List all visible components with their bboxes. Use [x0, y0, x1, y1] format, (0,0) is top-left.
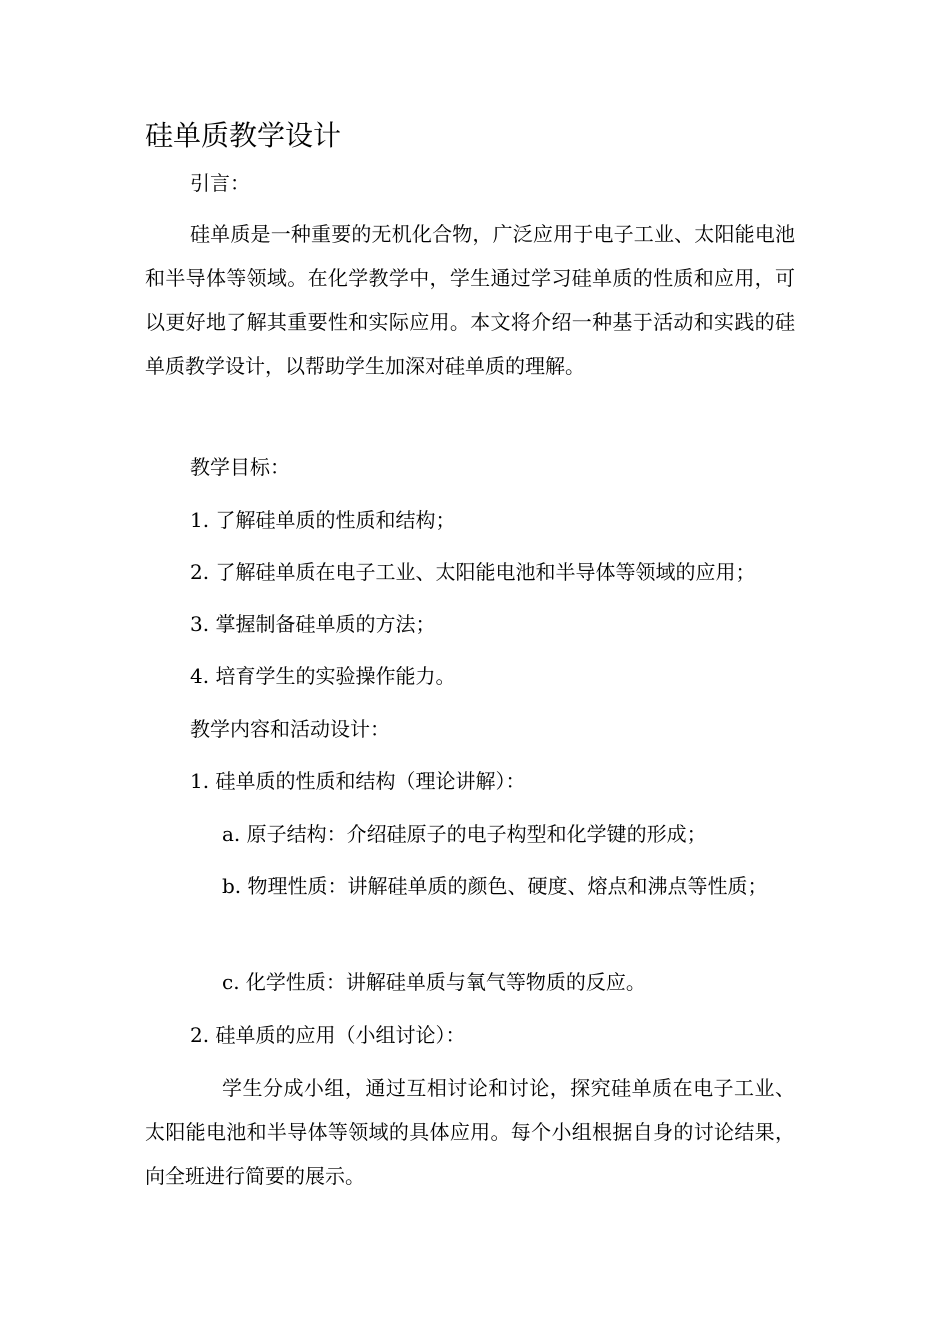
section2-heading: 2. 硅单质的应用（小组讨论）： [190, 1023, 466, 1047]
section1-item: b. 物理性质：讲解硅单质的颜色、硬度、熔点和沸点等性质； [222, 874, 768, 898]
section1-item: a. 原子结构：介绍硅原子的电子构型和化学键的形成； [222, 822, 707, 846]
goals-heading: 教学目标： [190, 455, 290, 479]
intro-heading: 引言： [190, 171, 250, 195]
goal-item: 2. 了解硅单质在电子工业、太阳能电池和半导体等领域的应用； [190, 560, 756, 584]
goal-item: 4. 培育学生的实验操作能力。 [190, 664, 456, 688]
content-heading: 教学内容和活动设计： [190, 717, 390, 741]
intro-paragraph: 硅单质是一种重要的无机化合物，广泛应用于电子工业、太阳能电池和半导体等领域。在化学教学中，学生通过学习硅单质的性质和应用，可以更好地了解其重要性和实际应用。本文将介绍一种基于活动和实践的硅单质教学设计，以帮助学生加深对硅单质的理解。 [145, 222, 795, 378]
goal-item: 1. 了解硅单质的性质和结构； [190, 508, 456, 532]
section2-paragraph: 学生分成小组，通过互相讨论和讨论，探究硅单质在电子工业、太阳能电池和半导体等领域的具体应用。每个小组根据自身的讨论结果，向全班进行简要的展示。 [145, 1076, 795, 1188]
section1-item: c. 化学性质：讲解硅单质与氧气等物质的反应。 [222, 970, 646, 994]
section1-heading: 1. 硅单质的性质和结构（理论讲解）： [190, 769, 526, 793]
goal-item: 3. 掌握制备硅单质的方法； [190, 612, 436, 636]
document-title: 硅单质教学设计 [145, 119, 342, 152]
